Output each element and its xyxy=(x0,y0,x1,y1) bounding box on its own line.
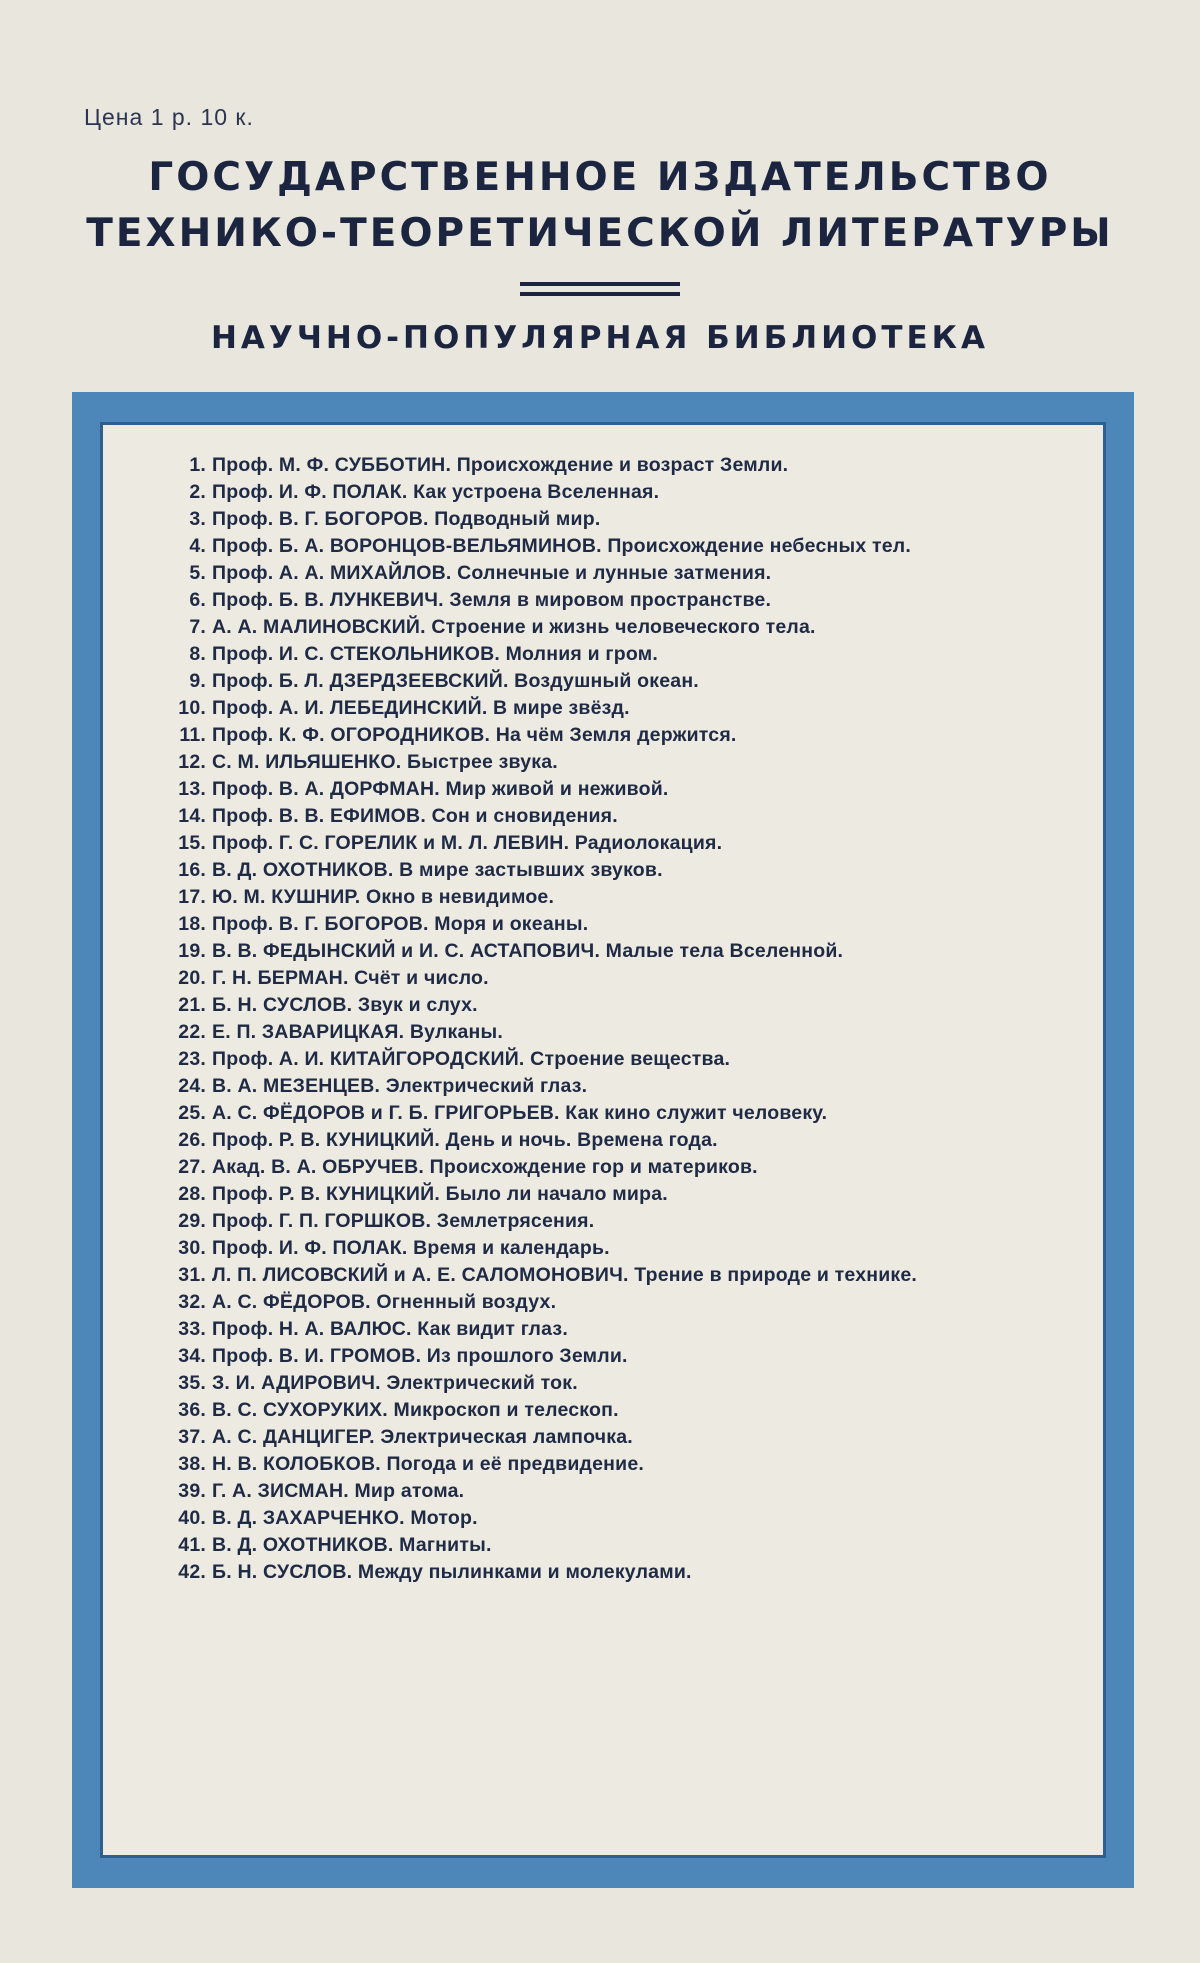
publisher-line-2: ТЕХНИКО-ТЕОРЕТИЧЕСКОЙ ЛИТЕРАТУРЫ xyxy=(0,206,1200,262)
publisher-line-1: ГОСУДАРСТВЕННОЕ ИЗДАТЕЛЬСТВО xyxy=(0,150,1200,206)
book-number: 23. xyxy=(160,1046,212,1073)
book-entry-text: Проф. Н. А. ВАЛЮС. Как видит глаз. xyxy=(212,1316,1090,1343)
book-list-item xyxy=(160,749,1090,776)
book-list-item xyxy=(160,1316,1090,1343)
book-entry-text: А. С. ФЁДОРОВ. Огненный воздух. xyxy=(212,1289,1090,1316)
book-entry-text: Проф. К. Ф. ОГОРОДНИКОВ. На чём Земля держится. xyxy=(212,722,1090,749)
book-number: 41. xyxy=(160,1532,212,1559)
book-entry-text: Е. П. ЗАВАРИЦКАЯ. Вулканы. xyxy=(212,1019,1090,1046)
book-number: 6. xyxy=(160,587,212,614)
book-number: 27. xyxy=(160,1154,212,1181)
book-entry-text: Проф. В. А. ДОРФМАН. Мир живой и неживой. xyxy=(212,776,1090,803)
book-entry-text: Г. Н. БЕРМАН. Счёт и число. xyxy=(212,965,1090,992)
book-number: 16. xyxy=(160,857,212,884)
book-list-item xyxy=(160,1559,1090,1586)
book-number: 4. xyxy=(160,533,212,560)
book-list-item xyxy=(160,1208,1090,1235)
book-list-item xyxy=(160,776,1090,803)
book-number: 3. xyxy=(160,506,212,533)
book-list-item xyxy=(160,695,1090,722)
book-entry-text: Проф. Р. В. КУНИЦКИЙ. День и ночь. Времена года. xyxy=(212,1127,1090,1154)
book-number: 8. xyxy=(160,641,212,668)
book-number: 33. xyxy=(160,1316,212,1343)
book-entry-text: С. М. ИЛЬЯШЕНКО. Быстрее звука. xyxy=(212,749,1090,776)
book-number: 2. xyxy=(160,479,212,506)
divider-line xyxy=(520,282,680,286)
book-entry-text: Проф. В. Г. БОГОРОВ. Моря и океаны. xyxy=(212,911,1090,938)
book-list-item xyxy=(160,1154,1090,1181)
book-number: 18. xyxy=(160,911,212,938)
book-list-item xyxy=(160,1127,1090,1154)
price-label: Цена 1 р. 10 к. xyxy=(84,104,254,131)
book-list-item xyxy=(160,911,1090,938)
book-number: 36. xyxy=(160,1397,212,1424)
book-number: 20. xyxy=(160,965,212,992)
book-number: 21. xyxy=(160,992,212,1019)
book-number: 35. xyxy=(160,1370,212,1397)
book-entry-text: Проф. Г. С. ГОРЕЛИК и М. Л. ЛЕВИН. Радиолокация. xyxy=(212,830,1090,857)
book-entry-text: Проф. И. Ф. ПОЛАК. Как устроена Вселенная. xyxy=(212,479,1090,506)
book-number: 12. xyxy=(160,749,212,776)
book-number: 19. xyxy=(160,938,212,965)
book-list-item xyxy=(160,1397,1090,1424)
book-list-item xyxy=(160,1289,1090,1316)
book-entry-text: Л. П. ЛИСОВСКИЙ и А. Е. САЛОМОНОВИЧ. Трение в природе и технике. xyxy=(212,1262,1090,1289)
book-list-item xyxy=(160,803,1090,830)
book-number: 17. xyxy=(160,884,212,911)
book-number: 31. xyxy=(160,1262,212,1289)
back-cover xyxy=(0,0,1200,1963)
book-entry-text: В. Д. ОХОТНИКОВ. В мире застывших звуков. xyxy=(212,857,1090,884)
publisher-title xyxy=(0,150,1200,262)
book-list-item xyxy=(160,1262,1090,1289)
book-number: 30. xyxy=(160,1235,212,1262)
book-number: 13. xyxy=(160,776,212,803)
book-entry-text: А. С. ФЁДОРОВ и Г. Б. ГРИГОРЬЕВ. Как кино служит человеку. xyxy=(212,1100,1090,1127)
book-number: 15. xyxy=(160,830,212,857)
book-list-item xyxy=(160,1343,1090,1370)
book-list-item xyxy=(160,1451,1090,1478)
book-entry-text: Проф. В. В. ЕФИМОВ. Сон и сновидения. xyxy=(212,803,1090,830)
book-entry-text: Проф. И. Ф. ПОЛАК. Время и календарь. xyxy=(212,1235,1090,1262)
book-entry-text: Проф. В. И. ГРОМОВ. Из прошлого Земли. xyxy=(212,1343,1090,1370)
book-entry-text: А. С. ДАНЦИГЕР. Электрическая лампочка. xyxy=(212,1424,1090,1451)
book-number: 25. xyxy=(160,1100,212,1127)
book-number: 37. xyxy=(160,1424,212,1451)
book-number: 32. xyxy=(160,1289,212,1316)
book-list-item xyxy=(160,479,1090,506)
book-number: 42. xyxy=(160,1559,212,1586)
book-number: 14. xyxy=(160,803,212,830)
book-number: 7. xyxy=(160,614,212,641)
book-number: 9. xyxy=(160,668,212,695)
book-entry-text: Проф. Б. Л. ДЗЕРДЗЕЕВСКИЙ. Воздушный океан. xyxy=(212,668,1090,695)
book-list-item xyxy=(160,1424,1090,1451)
book-entry-text: Проф. А. И. КИТАЙГОРОДСКИЙ. Строение вещества. xyxy=(212,1046,1090,1073)
book-entry-text: В. А. МЕЗЕНЦЕВ. Электрический глаз. xyxy=(212,1073,1090,1100)
book-entry-text: Ю. М. КУШНИР. Окно в невидимое. xyxy=(212,884,1090,911)
book-list-item xyxy=(160,506,1090,533)
book-list-item xyxy=(160,452,1090,479)
series-title: НАУЧНО-ПОПУЛЯРНАЯ БИБЛИОТЕКА xyxy=(0,320,1200,356)
book-entry-text: Г. А. ЗИСМАН. Мир атома. xyxy=(212,1478,1090,1505)
book-list-item xyxy=(160,722,1090,749)
book-entry-text: Проф. М. Ф. СУББОТИН. Происхождение и возраст Земли. xyxy=(212,452,1090,479)
book-list-item xyxy=(160,1235,1090,1262)
book-list-item xyxy=(160,533,1090,560)
book-entry-text: В. Д. ЗАХАРЧЕНКО. Мотор. xyxy=(212,1505,1090,1532)
book-entry-text: Проф. Б. А. ВОРОНЦОВ-ВЕЛЬЯМИНОВ. Происхождение небесных тел. xyxy=(212,533,1090,560)
book-entry-text: Проф. Б. В. ЛУНКЕВИЧ. Земля в мировом пространстве. xyxy=(212,587,1090,614)
book-list-item xyxy=(160,1505,1090,1532)
divider-line xyxy=(520,292,680,296)
book-list xyxy=(160,452,1090,1586)
book-number: 34. xyxy=(160,1343,212,1370)
book-list-item xyxy=(160,668,1090,695)
book-list-item xyxy=(160,1370,1090,1397)
book-entry-text: Б. Н. СУСЛОВ. Звук и слух. xyxy=(212,992,1090,1019)
book-list-item xyxy=(160,1181,1090,1208)
book-number: 10. xyxy=(160,695,212,722)
book-entry-text: В. В. ФЕДЫНСКИЙ и И. С. АСТАПОВИЧ. Малые тела Вселенной. xyxy=(212,938,1090,965)
book-number: 1. xyxy=(160,452,212,479)
book-list-item xyxy=(160,641,1090,668)
book-list-item xyxy=(160,884,1090,911)
book-list-item xyxy=(160,965,1090,992)
book-entry-text: В. Д. ОХОТНИКОВ. Магниты. xyxy=(212,1532,1090,1559)
book-list-item xyxy=(160,1046,1090,1073)
book-number: 29. xyxy=(160,1208,212,1235)
book-number: 38. xyxy=(160,1451,212,1478)
book-list-item xyxy=(160,857,1090,884)
book-entry-text: Проф. Р. В. КУНИЦКИЙ. Было ли начало мира. xyxy=(212,1181,1090,1208)
book-list-item xyxy=(160,830,1090,857)
book-number: 26. xyxy=(160,1127,212,1154)
book-entry-text: Акад. В. А. ОБРУЧЕВ. Происхождение гор и материков. xyxy=(212,1154,1090,1181)
book-list-item xyxy=(160,1532,1090,1559)
book-list-item xyxy=(160,1019,1090,1046)
book-number: 22. xyxy=(160,1019,212,1046)
book-list-item xyxy=(160,614,1090,641)
book-list-item xyxy=(160,938,1090,965)
book-entry-text: Проф. И. С. СТЕКОЛЬНИКОВ. Молния и гром. xyxy=(212,641,1090,668)
book-number: 5. xyxy=(160,560,212,587)
book-number: 28. xyxy=(160,1181,212,1208)
book-entry-text: Н. В. КОЛОБКОВ. Погода и её предвидение. xyxy=(212,1451,1090,1478)
book-entry-text: Проф. А. И. ЛЕБЕДИНСКИЙ. В мире звёзд. xyxy=(212,695,1090,722)
book-entry-text: З. И. АДИРОВИЧ. Электрический ток. xyxy=(212,1370,1090,1397)
book-list-item xyxy=(160,1100,1090,1127)
book-entry-text: А. А. МАЛИНОВСКИЙ. Строение и жизнь человеческого тела. xyxy=(212,614,1090,641)
book-number: 11. xyxy=(160,722,212,749)
book-list-item xyxy=(160,587,1090,614)
book-entry-text: В. С. СУХОРУКИХ. Микроскоп и телескоп. xyxy=(212,1397,1090,1424)
book-entry-text: Проф. В. Г. БОГОРОВ. Подводный мир. xyxy=(212,506,1090,533)
book-number: 39. xyxy=(160,1478,212,1505)
book-entry-text: Проф. А. А. МИХАЙЛОВ. Солнечные и лунные затмения. xyxy=(212,560,1090,587)
book-list-item xyxy=(160,560,1090,587)
book-number: 40. xyxy=(160,1505,212,1532)
book-entry-text: Проф. Г. П. ГОРШКОВ. Землетрясения. xyxy=(212,1208,1090,1235)
book-list-item xyxy=(160,1073,1090,1100)
book-entry-text: Б. Н. СУСЛОВ. Между пылинками и молекулами. xyxy=(212,1559,1090,1586)
book-list-item xyxy=(160,1478,1090,1505)
book-number: 24. xyxy=(160,1073,212,1100)
book-list-item xyxy=(160,992,1090,1019)
